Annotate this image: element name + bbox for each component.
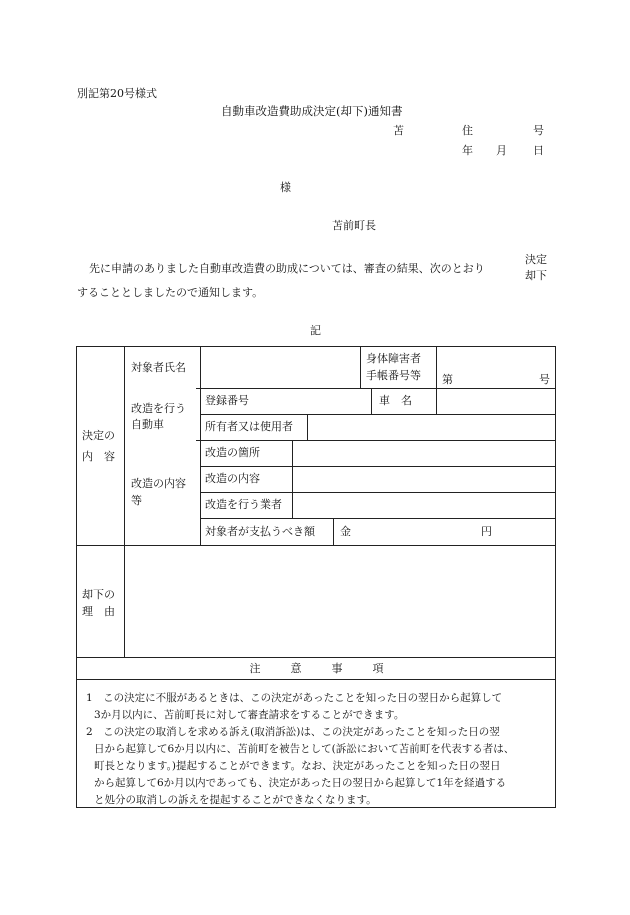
document-title: 自動車改造費助成決定(却下)通知書 bbox=[221, 104, 403, 118]
modification-label-line1: 改造の内容 bbox=[131, 477, 186, 490]
registration-number-label: 登録番号 bbox=[205, 394, 249, 407]
modification-place-label: 改造の箇所 bbox=[205, 446, 260, 459]
certificate-dai: 第 bbox=[442, 373, 453, 386]
date-month: 月 bbox=[496, 144, 507, 157]
notes-section bbox=[86, 690, 554, 809]
date-day: 日 bbox=[533, 144, 544, 157]
ref-middle: 住 bbox=[462, 124, 473, 137]
notes-heading: 注意事項 bbox=[249, 662, 414, 675]
modification-content-label: 改造の内容 bbox=[205, 472, 260, 485]
reject-label-line2: 理 由 bbox=[82, 605, 115, 618]
note-2-line-1: 2 この決定の取消しを求める訴え(取消訴訟)は、この決定があったことを知った日の翌 bbox=[86, 726, 500, 738]
body-line-1: 先に申請のありました自動車改造費の助成については、審査の結果、次のとおり bbox=[89, 262, 485, 275]
addressee-suffix: 様 bbox=[280, 181, 291, 194]
decision-label-line2: 内 容 bbox=[82, 450, 115, 463]
car-name-label: 車 名 bbox=[379, 394, 412, 407]
option-decision: 決定 bbox=[525, 253, 547, 266]
form-number-label: 別記第20号様式 bbox=[77, 87, 157, 100]
payment-kin: 金 bbox=[340, 525, 351, 538]
payment-yen: 円 bbox=[481, 525, 492, 538]
certificate-go: 号 bbox=[539, 373, 550, 386]
option-reject: 却下 bbox=[525, 269, 547, 282]
note-2-line-5: と処分の取消しの訴えを提起することができなくなります。 bbox=[94, 794, 377, 806]
modification-vendor-label: 改造を行う業者 bbox=[205, 498, 282, 511]
car-label-line1: 改造を行う bbox=[131, 402, 186, 415]
decision-label-line1: 決定の bbox=[82, 429, 115, 442]
certificate-label-line1: 身体障害者 bbox=[366, 352, 421, 365]
modification-label-line2: 等 bbox=[131, 494, 142, 507]
target-name-label: 対象者氏名 bbox=[131, 361, 186, 374]
reject-label-line1: 却下の bbox=[82, 588, 115, 601]
date-year: 年 bbox=[462, 144, 473, 157]
note-1-line-2: 3か月以内に、苫前町長に対して審査請求をすることができます。 bbox=[94, 709, 405, 721]
ref-prefix: 苫 bbox=[393, 124, 404, 137]
note-1-line-1: 1 この決定に不服があるときは、この決定があったことを知った日の翌日から起算して bbox=[86, 692, 503, 704]
body-line-2: することとしましたので通知します。 bbox=[77, 286, 264, 299]
ref-suffix: 号 bbox=[533, 124, 544, 137]
ki-heading: 記 bbox=[310, 324, 321, 337]
certificate-label-line2: 手帳番号等 bbox=[366, 369, 421, 382]
note-2-line-3: 町長となります。)提起することができます。なお、決定があったことを知った日の翌日 bbox=[94, 760, 501, 772]
sender-name: 苫前町長 bbox=[332, 219, 376, 232]
car-label-line2: 自動車 bbox=[131, 418, 164, 431]
note-2-line-4: から起算して6か月以内であっても、決定があった日の翌日から起算して1年を経過する bbox=[94, 777, 507, 789]
note-2-line-2: 日から起算して6か月以内に、苫前町を被告として(訴訟において苫前町を代表する者は、 bbox=[94, 743, 515, 755]
payment-label: 対象者が支払うべき額 bbox=[205, 525, 315, 538]
owner-label: 所有者又は使用者 bbox=[205, 420, 293, 433]
